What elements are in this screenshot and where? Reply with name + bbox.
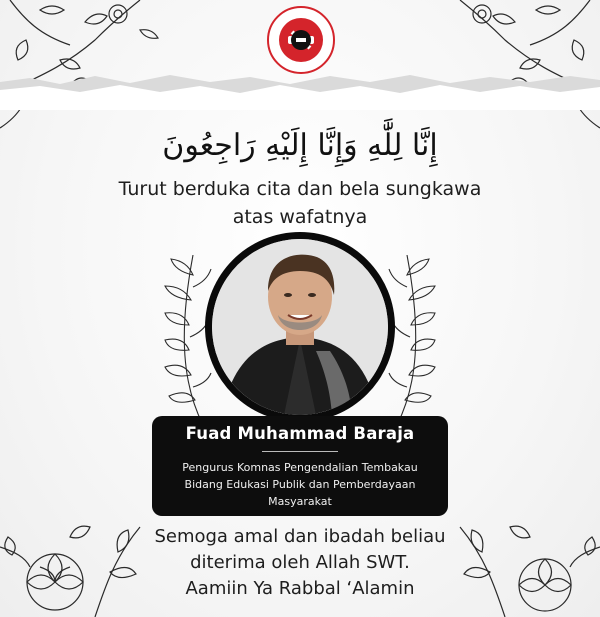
portrait-photo: [212, 239, 388, 415]
role-line-2: Bidang Edukasi Publik dan Pemberdayaan: [184, 478, 416, 491]
prayer-line-2: diterima oleh Allah SWT.: [190, 552, 410, 573]
condolence-text: [80, 175, 520, 231]
condolence-line-2: atas wafatnya: [232, 206, 368, 228]
leaf-branch-right-icon: [387, 255, 437, 425]
floral-corner-bottom-right: [440, 497, 600, 617]
deceased-role: [158, 459, 442, 510]
name-divider: [262, 451, 338, 452]
role-line-1: Pengurus Komnas Pengendalian Tembakau: [182, 461, 418, 474]
floral-corner-top-right: [430, 0, 600, 135]
komnas-logo-icon: [266, 5, 336, 75]
prayer-line-3: Aamiin Ya Rabbal ‘Alamin: [185, 578, 415, 599]
name-box: [152, 416, 448, 516]
istirja-calligraphy: إِنَّا لِلَّٰهِ وَإِنَّا إِلَيْهِ رَاجِعُونَ: [162, 128, 438, 163]
komnas-logo: [266, 5, 336, 75]
torn-paper-edge: [0, 70, 600, 110]
prayer-line-1: Semoga amal dan ibadah beliau: [154, 526, 446, 547]
floral-corner-bottom-left: [0, 497, 160, 617]
floral-corner-top-left: [0, 0, 170, 135]
deceased-name: Fuad Muhammad Baraja: [185, 424, 415, 443]
role-line-3: Masyarakat: [268, 495, 332, 508]
portrait-illustration: [212, 239, 388, 415]
condolence-line-1: Turut berduka cita dan bela sungkawa: [118, 178, 482, 200]
